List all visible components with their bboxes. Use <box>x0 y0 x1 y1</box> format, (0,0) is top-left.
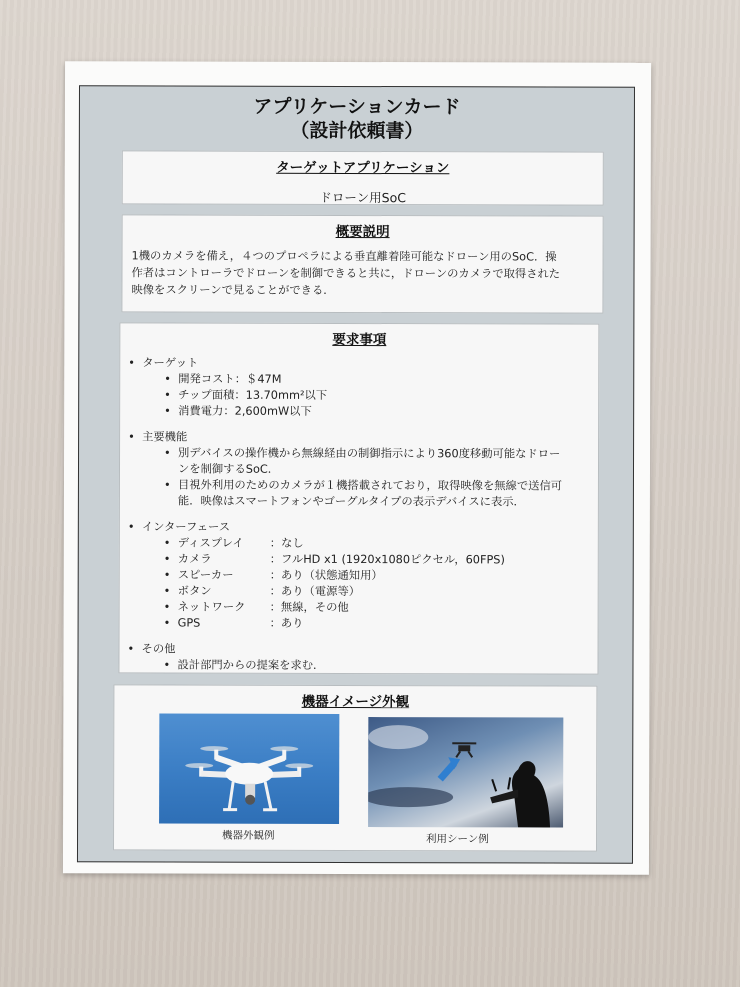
item-value: ：あり <box>269 616 304 630</box>
overview-text <box>122 239 602 299</box>
requirements-body <box>119 347 598 674</box>
item-sep: ： <box>234 372 247 386</box>
target-application-heading: ターゲットアプリケーション <box>276 159 450 177</box>
list-item <box>128 387 588 404</box>
section-label: ターゲット <box>142 356 199 370</box>
interface-row <box>178 600 349 616</box>
item-key: ディスプレイ <box>177 536 244 550</box>
list-item <box>128 615 588 632</box>
list-item <box>128 371 588 388</box>
list-item <box>128 403 588 420</box>
item-value: ：無線，その他 <box>269 600 349 614</box>
bullet: • <box>163 616 171 630</box>
bullet: • <box>163 584 171 598</box>
item-line: ンを制御するSoC． <box>177 462 280 476</box>
device-image-heading: 機器イメージ外観 <box>301 693 410 711</box>
item-text: 設計部門からの提案を求む． <box>177 658 325 672</box>
section-function <box>128 429 588 446</box>
list-item <box>128 567 588 584</box>
list-item <box>128 551 588 568</box>
bullet: • <box>163 568 171 582</box>
bullet: • <box>163 552 171 566</box>
section-interface <box>128 519 588 536</box>
usage-scene-icon <box>368 717 563 828</box>
bullet: • <box>163 478 171 492</box>
item-key: ボタン <box>177 584 212 598</box>
bullet: • <box>128 430 135 444</box>
bullet: • <box>163 600 171 614</box>
item-key: ネットワーク <box>177 600 246 614</box>
interface-row <box>178 584 360 600</box>
item-sep: ： <box>223 404 235 418</box>
target-application-box <box>122 150 604 205</box>
item-key: スピーカー <box>177 568 234 582</box>
bullet: • <box>164 372 171 386</box>
drone-photo <box>159 713 339 823</box>
item-line: 別デバイスの操作機から無線経由の制御指示により360度移動可能なドロー <box>178 446 561 461</box>
document-sheet <box>63 61 651 875</box>
list-item <box>128 535 588 552</box>
item-value: ：なし <box>269 536 304 550</box>
item-key: チップ面積 <box>178 388 235 402</box>
title-line-1: アプリケーションカード <box>253 95 461 119</box>
bullet: • <box>163 536 171 550</box>
overview-line: 映像をスクリーンで見ることができる． <box>131 283 335 297</box>
list-item <box>128 583 588 600</box>
bullet: • <box>128 356 135 370</box>
item-text <box>178 478 562 511</box>
item-value: ＄47M <box>246 372 282 386</box>
list-item <box>127 657 587 674</box>
list-item <box>128 445 588 478</box>
bullet: • <box>164 404 171 418</box>
interface-row <box>178 536 304 552</box>
item-text <box>178 446 560 479</box>
bullet: • <box>127 520 135 534</box>
item-key: 開発コスト <box>178 372 235 386</box>
usage-scene-photo <box>368 717 563 828</box>
item-value: 2,600mW以下 <box>234 404 312 418</box>
overview-heading: 概要説明 <box>335 223 390 241</box>
item-value: ：あり（状態通知用） <box>269 568 383 583</box>
item-line: 目視外利用のためのカメラが１機搭載されており，取得映像を無線で送信可 <box>177 478 563 493</box>
section-label: インターフェース <box>141 520 231 534</box>
interface-row <box>178 552 505 569</box>
caption-usage: 利用シーン例 <box>426 833 489 846</box>
item-value: 13.70mm²以下 <box>245 388 328 402</box>
list-item <box>128 477 588 510</box>
target-application-value: ドローン用SoC <box>319 189 407 206</box>
item-key: 消費電力 <box>178 404 224 418</box>
list-item <box>128 599 588 616</box>
interface-row <box>178 616 304 632</box>
requirements-heading: 要求事項 <box>332 331 387 349</box>
item-value: ：フルHD x1 (1920x1080ピクセル，60FPS) <box>269 552 505 567</box>
caption-device: 機器外観例 <box>222 829 275 842</box>
bullet: • <box>164 446 171 460</box>
interface-row <box>178 568 383 585</box>
section-label: その他 <box>141 642 176 656</box>
overview-line: 作者はコントローラでドローンを制御できると共に，ドローンのカメラで取得された <box>131 266 561 281</box>
section-other <box>128 641 588 658</box>
bullet: • <box>164 388 171 402</box>
item-line: 能．映像はスマートフォンやゴーグルタイプの表示デバイスに表示． <box>177 494 525 509</box>
item-key: GPS <box>177 616 201 630</box>
item-value: ：あり（電源等） <box>269 584 361 599</box>
section-target <box>128 355 588 372</box>
item-key: カメラ <box>177 552 212 566</box>
drone-icon <box>159 713 339 823</box>
item-sep: ： <box>234 388 246 402</box>
overview-line: 1機のカメラを備え，４つのプロペラによる垂直離着陸可能なドローン用のSoC．操 <box>131 249 557 264</box>
bullet: • <box>127 642 135 656</box>
section-label: 主要機能 <box>142 430 188 444</box>
requirements-box <box>118 322 599 674</box>
title-line-2: （設計依頼書） <box>290 119 424 143</box>
bullet: • <box>163 658 171 672</box>
device-image-box <box>113 684 597 851</box>
overview-box <box>121 214 603 313</box>
page-title <box>80 94 634 143</box>
document-frame <box>77 85 635 863</box>
